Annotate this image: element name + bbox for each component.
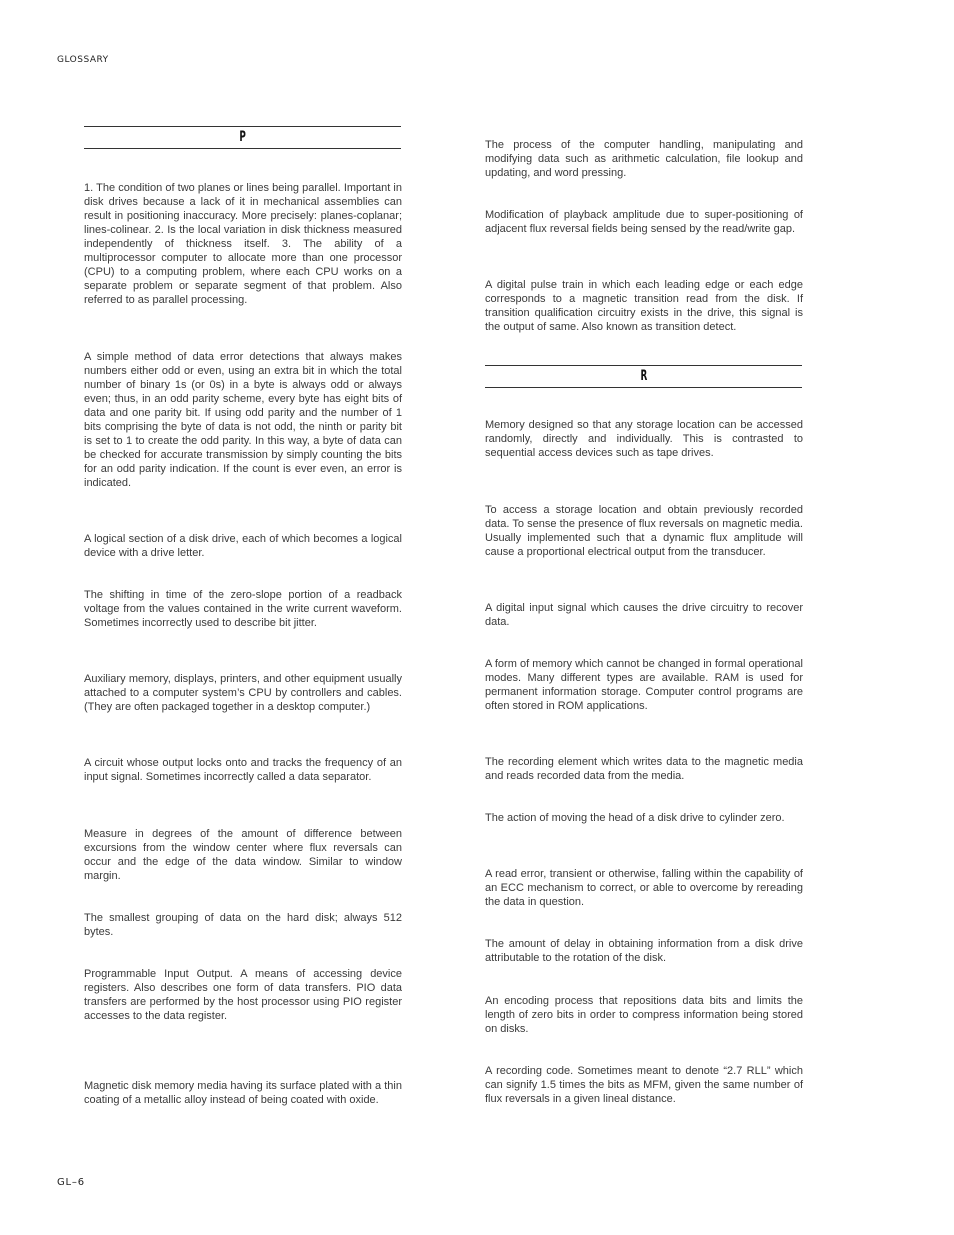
glossary-entry-pio: Programmable Input Output. A means of accessing device registers. Also describes one form of data transfers. PIO data transfers are performed by the host processor using PIO register accesses to the data register. bbox=[84, 968, 402, 1022]
glossary-entry-pulse-crowding: Modification of playback amplitude due to super-positioning of adjacent flux reversal fields being sensed by the read/write gap. bbox=[485, 209, 803, 235]
glossary-entry-peak-shift: The shifting in time of the zero-slope portion of a readback voltage from the values contained in the write current waveform. Sometimes incorrectly used to describe bit jitter. bbox=[84, 589, 402, 629]
glossary-entry-ram: Memory designed so that any storage location can be accessed randomly, directly and individually. This is contrasted to sequential access devices such as tape drives. bbox=[485, 419, 803, 459]
glossary-entry-recalibrate: The action of moving the head of a disk drive to cylinder zero. bbox=[485, 812, 785, 824]
glossary-entry-processing: The process of the computer handling, manipulating and modifying data such as arithmetic calculation, file lookup and updating, and word pressing. bbox=[485, 139, 803, 179]
glossary-entry-pulse-detect: A digital pulse train in which each leading edge or each edge corresponds to a magnetic transition read from the disk. If transition qualification circuitry exists in the drive, this signal is the output of same. Also known as transition detect. bbox=[485, 279, 803, 333]
glossary-entry-rotational-latency: The amount of delay in obtaining information from a disk drive attributable to the rotation of the disk. bbox=[485, 938, 803, 964]
glossary-entry-rll-code: A recording code. Sometimes meant to denote “2.7 RLL” which can signify 1.5 times the bits as MFM, given the same number of flux reversals in a given lineal distance. bbox=[485, 1065, 803, 1105]
running-header: GLOSSARY bbox=[57, 55, 109, 65]
section-header-p bbox=[84, 126, 401, 149]
glossary-entry-plated-media: Magnetic disk memory media having its surface plated with a thin coating of a metallic alloy instead of being coated with oxide. bbox=[84, 1080, 402, 1106]
glossary-entry-read-write-head: The recording element which writes data to the magnetic media and reads recorded data from the media. bbox=[485, 756, 803, 782]
glossary-entry-physical-sector: The smallest grouping of data on the hard disk; always 512 bytes. bbox=[84, 912, 402, 938]
glossary-entry-rom: A form of memory which cannot be changed in formal operational modes. Many different types are available. RAM is used for permanent information storage. Computer control programs are often stored in ROM applications. bbox=[485, 658, 803, 712]
page-number: GL–6 bbox=[57, 1177, 85, 1188]
glossary-entry-phase-locked-loop: A circuit whose output locks onto and tracks the frequency of an input signal. Sometimes incorrectly called a data separator. bbox=[84, 757, 402, 783]
glossary-entry-parity: A simple method of data error detections that always makes numbers either odd or even, using an extra bit in which the total number of binary 1s (or 0s) in a byte is always odd or always even; thus, in an odd parity scheme, every byte has eight bits of data and one parity bit. If using odd parity and the number of 1 bits comprising the byte of data is not odd, the ninth or parity bit is set to 1 to create the odd parity. In this way, a byte of data can be checked for accurate transmission by simply counting the bits for an odd parity indication. If the count is ever even, an error is indicated. bbox=[84, 351, 402, 489]
glossary-entry-partition: A logical section of a disk drive, each of which becomes a logical device with a drive letter. bbox=[84, 533, 402, 559]
glossary-entry-read-gate: A digital input signal which causes the drive circuitry to recover data. bbox=[485, 602, 803, 628]
glossary-entry-run-length-limited: An encoding process that repositions data bits and limits the length of zero bits in order to compress information being stored on disks. bbox=[485, 995, 803, 1035]
section-letter-p: P bbox=[239, 129, 246, 145]
section-letter-r: R bbox=[640, 368, 647, 384]
section-header-r bbox=[485, 365, 802, 388]
glossary-entry-recoverable-error: A read error, transient or otherwise, falling within the capability of an ECC mechanism to correct, or able to overcome by rereading the data in question. bbox=[485, 868, 803, 908]
glossary-entry-peripheral-equipment: Auxiliary memory, displays, printers, and other equipment usually attached to a computer system’s CPU by controllers and cables. (They are often packaged together in a desktop computer.) bbox=[84, 673, 402, 713]
glossary-entry-phase-margin: Measure in degrees of the amount of difference between excursions from the window center where flux reversals can occur and the edge of the data window. Similar to window margin. bbox=[84, 828, 402, 882]
glossary-entry-parallel: 1. The condition of two planes or lines being parallel. Important in disk drives because a lack of it in mechanical assemblies can result in positioning inaccuracy. More precisely: planes-coplanar; lines-colinear. 2. Is the local variation in disk thickness measured independently of thickness itself. 3. The ability of a multiprocessor computer to allocate more than one processor (CPU) to a computing problem, where each CPU works on a separate problem or separate segment of that problem. Also referred to as parallel processing. bbox=[84, 182, 402, 306]
glossary-entry-read: To access a storage location and obtain previously recorded data. To sense the presence of flux reversals on magnetic media. Usually implemented such that a dynamic flux amplitude will cause a proportional electrical output from the transducer. bbox=[485, 504, 803, 558]
